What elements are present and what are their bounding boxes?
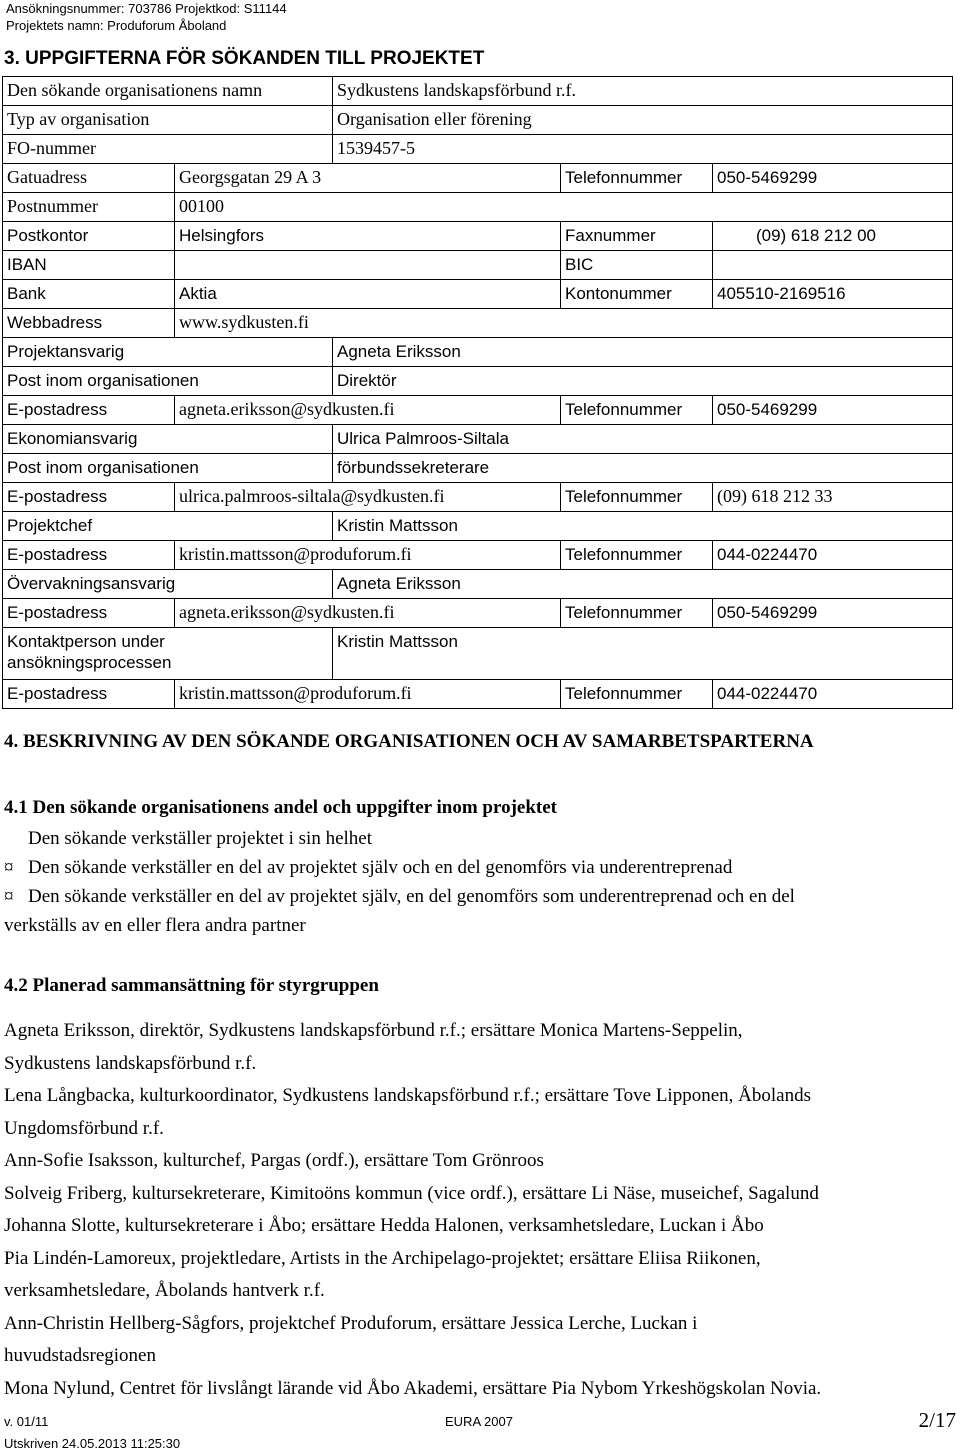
org-type-label: Typ av organisation (3, 106, 333, 135)
table-row (3, 77, 953, 106)
iban-label: IBAN (3, 251, 175, 280)
page-number: 2/17 (918, 1408, 956, 1432)
option-row (4, 853, 795, 882)
table-row (3, 164, 953, 193)
email-label: E-postadress (3, 483, 175, 512)
list-item: Ann-Christin Hellberg-Sågfors, projektchef Produforum, ersättare Jessica Lerche, Luckan i (4, 1312, 698, 1334)
table-row (3, 251, 953, 280)
email-label: E-postadress (3, 541, 175, 570)
konto-value: 405510-2169516 (713, 280, 953, 309)
document-header (6, 0, 287, 34)
table-row (3, 222, 953, 251)
list-item: Sydkustens landskapsförbund r.f. (4, 1052, 257, 1074)
option-mark: ¤ (4, 857, 14, 878)
phone-label: Telefonnummer (561, 680, 713, 709)
kontakt-label: Kontaktperson under ansökningsprocessen (3, 628, 333, 680)
list-item: Mona Nylund, Centret för livslångt lärande vid Åbo Akademi, ersättare Pia Nybom Yrkeshögskolan Novia. (4, 1377, 822, 1399)
bic-value (713, 251, 953, 280)
table-row (3, 425, 953, 454)
fax-value: (09) 618 212 00 (713, 222, 953, 251)
option-continuation: verkställs av en eller flera andra partner (4, 915, 306, 936)
table-row (3, 541, 953, 570)
kontakt-phone: 044-0224470 (713, 680, 953, 709)
table-row (3, 483, 953, 512)
overv-label: Övervakningsansvarig (3, 570, 333, 599)
table-row (3, 309, 953, 338)
section-3-title: 3. UPPGIFTERNA FÖR SÖKANDEN TILL PROJEKTET (4, 48, 485, 69)
ekonom-post: förbundssekreterare (333, 454, 953, 483)
email-label: E-postadress (3, 599, 175, 628)
ekonom-label: Ekonomiansvarig (3, 425, 333, 454)
list-item: huvudstadsregionen (4, 1345, 156, 1366)
list-item: verksamhetsledare, Åbolands hantverk r.f. (4, 1280, 325, 1301)
post-label: Post inom organisationen (3, 367, 333, 396)
version-label: v. 01/11 (4, 1414, 49, 1429)
list-item: Solveig Friberg, kultursekreterare, Kimitoöns kommun (vice ordf.), ersättare Li Näse, museichef, Sagalund (4, 1182, 819, 1204)
org-type-value: Organisation eller förening (333, 106, 953, 135)
org-name-value: Sydkustens landskapsförbund r.f. (333, 77, 953, 106)
table-row (3, 106, 953, 135)
option-text: Den sökande verkställer projektet i sin helhet (28, 828, 373, 849)
list-item: Johanna Slotte, kultursekreterare i Åbo; ersättare Hedda Halonen, verksamhetsledare, Luckan i Åbo (4, 1215, 764, 1236)
email-label: E-postadress (3, 680, 175, 709)
bank-label: Bank (3, 280, 175, 309)
ekonom-value: Ulrica Palmroos-Siltala (333, 425, 953, 454)
phone-value: 050-5469299 (713, 164, 953, 193)
overv-email: agneta.eriksson@sydkusten.fi (175, 599, 561, 628)
table-row (3, 193, 953, 222)
post-label: Post inom organisationen (3, 454, 333, 483)
fax-label: Faxnummer (561, 222, 713, 251)
org-name-label: Den sökande organisationens namn (3, 77, 333, 106)
fo-value: 1539457-5 (333, 135, 953, 164)
applicant-info-table (2, 76, 953, 709)
bic-label: BIC (561, 251, 713, 280)
section-4-2-title: 4.2 Planerad sammansättning för styrgruppen (4, 975, 379, 996)
table-row (3, 338, 953, 367)
table-row (3, 680, 953, 709)
participation-options (4, 824, 795, 940)
phone-label: Telefonnummer (561, 164, 713, 193)
project-name: Projektets namn: Produforum Åboland (6, 18, 227, 33)
fo-label: FO-nummer (3, 135, 333, 164)
table-row (3, 628, 953, 680)
projchef-label: Projektchef (3, 512, 333, 541)
projansv-post: Direktör (333, 367, 953, 396)
projansv-email: agneta.eriksson@sydkusten.fi (175, 396, 561, 425)
option-row (4, 882, 795, 911)
postkontor-label: Postkontor (3, 222, 175, 251)
steering-group-list (4, 1015, 954, 1405)
table-row (3, 512, 953, 541)
overv-phone: 050-5469299 (713, 599, 953, 628)
table-row (3, 396, 953, 425)
postkontor-value: Helsingfors (175, 222, 561, 251)
table-row (3, 135, 953, 164)
eura-label: EURA 2007 (445, 1414, 513, 1429)
iban-value (175, 251, 561, 280)
street-label: Gatuadress (3, 164, 175, 193)
web-label: Webbadress (3, 309, 175, 338)
option-row (4, 824, 795, 853)
projansv-value: Agneta Eriksson (333, 338, 953, 367)
street-value: Georgsgatan 29 A 3 (175, 164, 561, 193)
phone-label: Telefonnummer (561, 541, 713, 570)
phone-label: Telefonnummer (561, 396, 713, 425)
web-value: www.sydkusten.fi (175, 309, 953, 338)
section-4-title: 4. BESKRIVNING AV DEN SÖKANDE ORGANISATIONEN OCH AV SAMARBETSPARTERNA (4, 731, 814, 752)
option-mark: ¤ (4, 886, 14, 907)
application-number: Ansökningsnummer: 703786 Projektkod: S11144 (6, 1, 287, 16)
postnr-label: Postnummer (3, 193, 175, 222)
phone-label: Telefonnummer (561, 599, 713, 628)
kontakt-email: kristin.mattsson@produforum.fi (175, 680, 561, 709)
projansv-phone: 050-5469299 (713, 396, 953, 425)
table-row (3, 570, 953, 599)
kontakt-value: Kristin Mattsson (333, 628, 953, 680)
overv-value: Agneta Eriksson (333, 570, 953, 599)
table-row (3, 454, 953, 483)
table-row (3, 367, 953, 396)
ekonom-email: ulrica.palmroos-siltala@sydkusten.fi (175, 483, 561, 512)
list-item: Lena Långbacka, kulturkoordinator, Sydkustens landskapsförbund r.f.; ersättare Tove Lipponen, Åbolands (4, 1085, 811, 1106)
bank-value: Aktia (175, 280, 561, 309)
ekonom-phone: (09) 618 212 33 (713, 483, 953, 512)
email-label: E-postadress (3, 396, 175, 425)
projchef-value: Kristin Mattsson (333, 512, 953, 541)
list-item: Pia Lindén-Lamoreux, projektledare, Artists in the Archipelago-projektet; ersättare Eliisa Riikonen, (4, 1247, 761, 1269)
postnr-value: 00100 (175, 193, 953, 222)
projchef-email: kristin.mattsson@produforum.fi (175, 541, 561, 570)
list-item: Ann-Sofie Isaksson, kulturchef, Pargas (ordf.), ersättare Tom Grönroos (4, 1150, 544, 1171)
projchef-phone: 044-0224470 (713, 541, 953, 570)
option-text: Den sökande verkställer en del av projektet själv och en del genomförs via underentreprenad (28, 857, 733, 878)
option-text: Den sökande verkställer en del av projektet själv, en del genomförs som underentreprenad och en del (28, 886, 795, 907)
table-row (3, 280, 953, 309)
printed-timestamp: Utskriven 24.05.2013 11:25:30 (4, 1436, 181, 1451)
konto-label: Kontonummer (561, 280, 713, 309)
list-item: Ungdomsförbund r.f. (4, 1117, 164, 1139)
list-item: Agneta Eriksson, direktör, Sydkustens landskapsförbund r.f.; ersättare Monica Martens-Seppelin, (4, 1020, 743, 1041)
section-4-1-title: 4.1 Den sökande organisationens andel och uppgifter inom projektet (4, 797, 557, 818)
table-row (3, 599, 953, 628)
projansv-label: Projektansvarig (3, 338, 333, 367)
phone-label: Telefonnummer (561, 483, 713, 512)
